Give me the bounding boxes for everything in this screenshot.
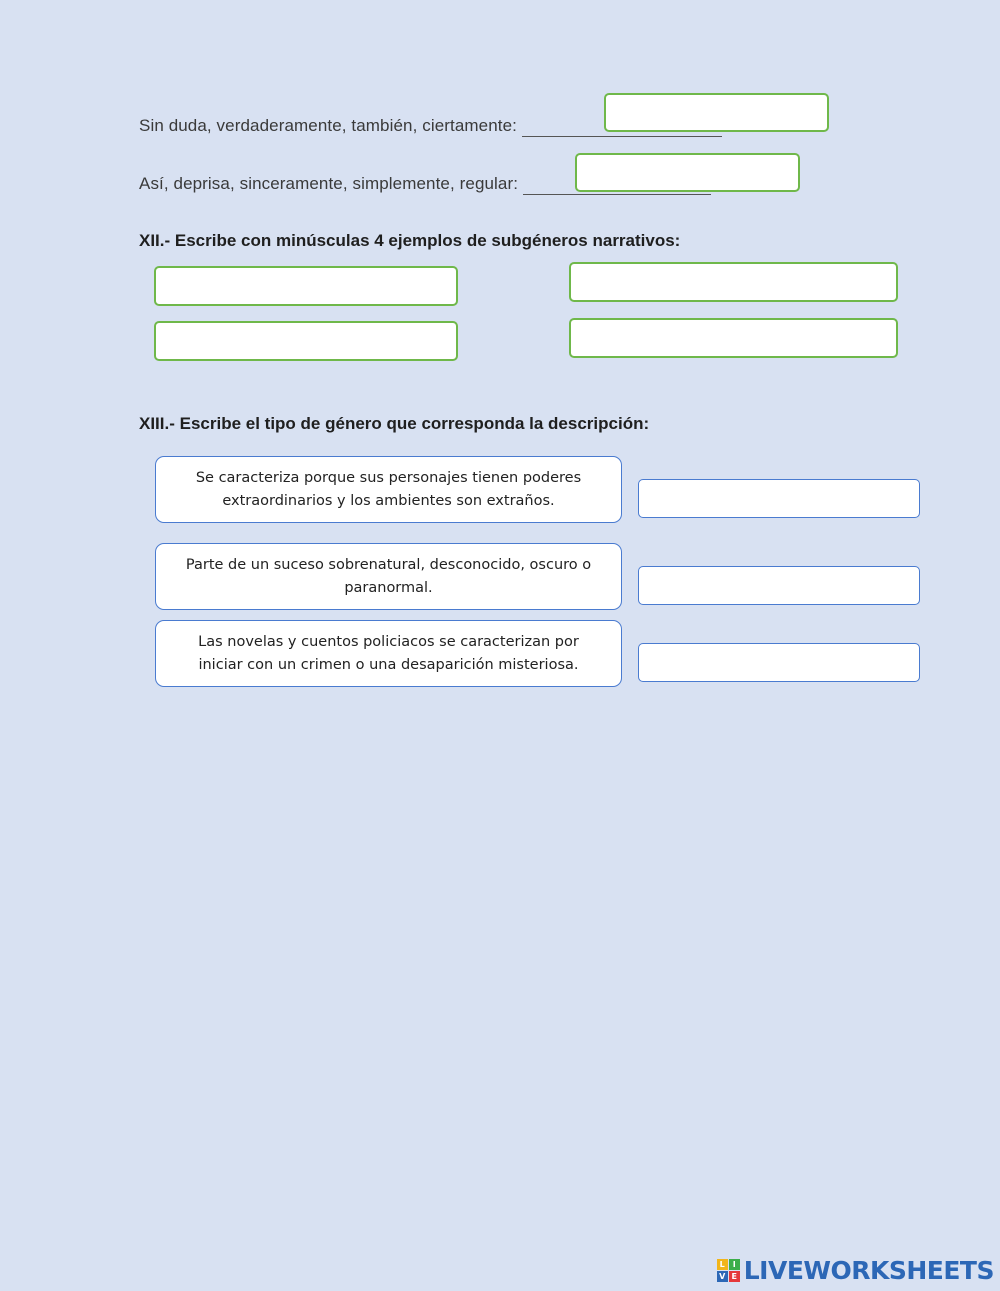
liveworksheets-logo-text: LIVEWORKSHEETS (743, 1256, 994, 1285)
logo-letter-l: L (717, 1259, 728, 1270)
answer-input-1[interactable] (604, 93, 829, 132)
genre-input-1[interactable] (638, 479, 920, 518)
adverb-line-2-text: Así, deprisa, sinceramente, simplemente, regular: (139, 174, 523, 193)
section-12-heading: XII.- Escribe con minúsculas 4 ejemplos de subgéneros narrativos: (139, 231, 681, 250)
description-box-3 (155, 620, 622, 687)
description-text-2: Parte de un suceso sobrenatural, desconocido, oscuro o paranormal. (185, 556, 592, 596)
subgenre-input-2[interactable] (569, 262, 898, 302)
section-13-heading: XIII.- Escribe el tipo de género que corresponda la descripción: (139, 414, 650, 433)
subgenre-input-1[interactable] (154, 266, 458, 306)
liveworksheets-logo[interactable] (717, 1256, 994, 1285)
logo-letter-e: E (729, 1271, 740, 1282)
description-box-2 (155, 543, 622, 610)
description-text-1: Se caracteriza porque sus personajes tienen poderes extraordinarios y los ambientes son extraños. (195, 469, 582, 509)
subgenre-input-4[interactable] (569, 318, 898, 358)
description-box-1 (155, 456, 622, 523)
genre-input-3[interactable] (638, 643, 920, 682)
subgenre-input-3[interactable] (154, 321, 458, 361)
description-text-3: Las novelas y cuentos policiacos se caracterizan por iniciar con un crimen o una desaparición misteriosa. (198, 633, 579, 673)
genre-input-2[interactable] (638, 566, 920, 605)
logo-letter-v: V (717, 1271, 728, 1282)
adverb-line-1-text: Sin duda, verdaderamente, también, ciertamente: (139, 116, 522, 135)
answer-input-2[interactable] (575, 153, 800, 192)
liveworksheets-logo-icon (717, 1259, 740, 1282)
logo-letter-i: I (729, 1259, 740, 1270)
